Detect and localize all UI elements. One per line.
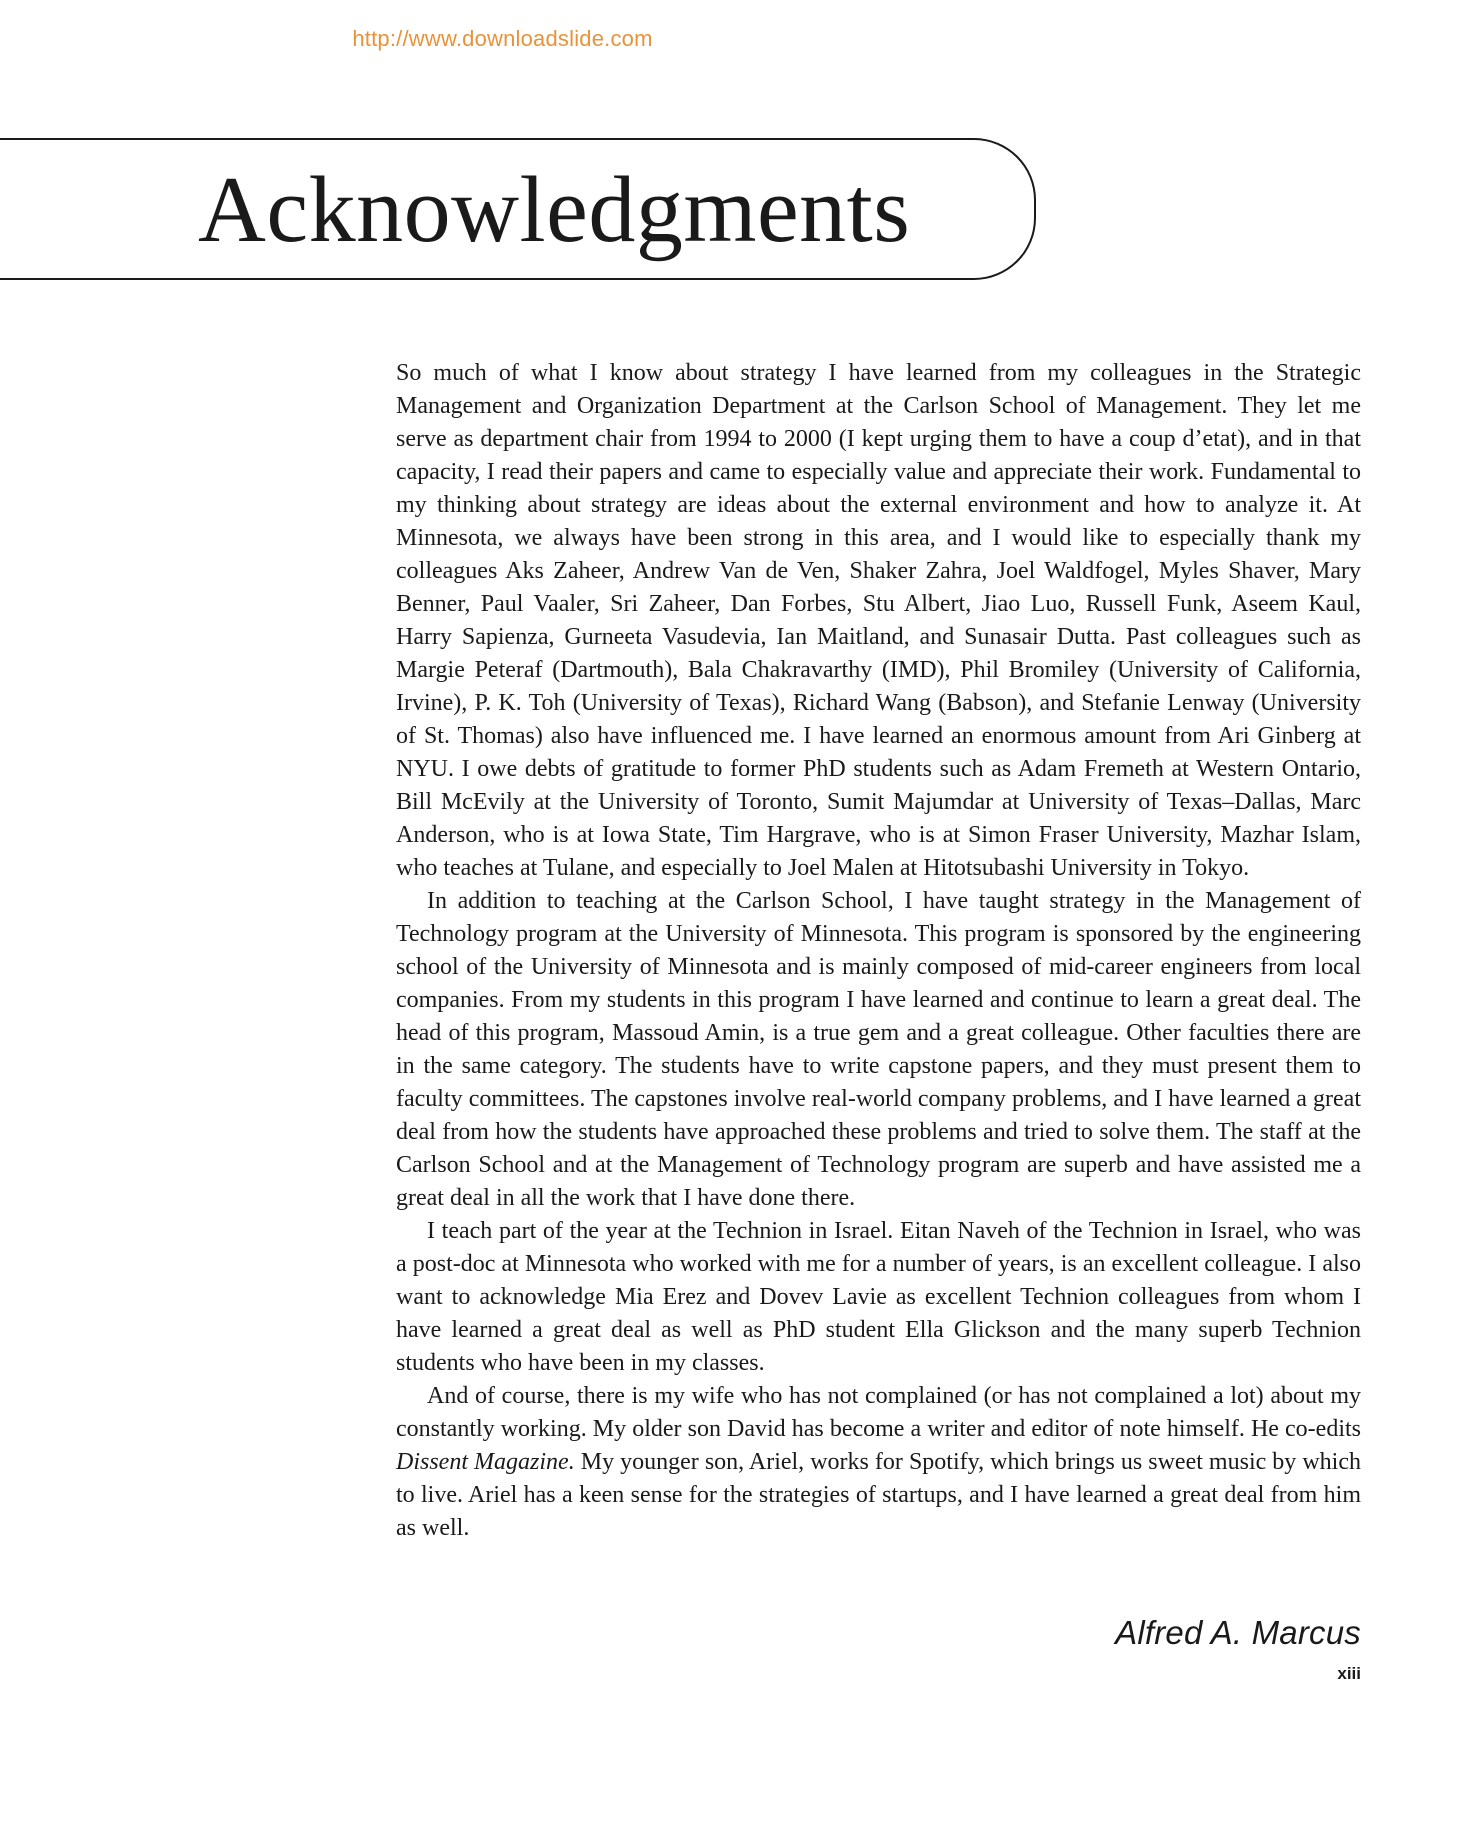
author-signature: Alfred A. Marcus bbox=[1115, 1614, 1361, 1651]
paragraph-2: In addition to teaching at the Carlson School, I have taught strategy in the Management of Technology program at the University of Minnesota. This program is sponsored by the engineering school of the University of Minnesota and is mainly composed of mid-career engineers from local companies. From my students in this program I have learned and continue to learn a great deal. The head of this program, Massoud Amin, is a true gem and a great colleague. Other faculties there are in the same category. The students have to write capstone papers, and they must present them to faculty committees. The capstones involve real-world company problems, and I have learned a great deal from how the students have approached these problems and tried to solve them. The staff at the Carlson School and at the Management of Technology program are superb and have assisted me a great deal in all the work that I have done there. bbox=[396, 888, 1361, 1211]
page-title: Acknowledgments bbox=[198, 158, 911, 262]
paragraph-1: So much of what I know about strategy I have learned from my colleagues in the Strategic Management and Organization Department at the Carlson School of Management. They let me serve as department chair from 1994 to 2000 (I kept urging them to have a coup d’etat), and in that capacity, I read their papers and came to especially value and appreciate their work. Fundamental to my thinking about strategy are ideas about the external environment and how to analyze it. At Minnesota, we always have been strong in this area, and I would like to especially thank my colleagues Aks Zaheer, Andrew Van de Ven, Shaker Zahra, Joel Waldfogel, Myles Shaver, Mary Benner, Paul Vaaler, Sri Zaheer, Dan Forbes, Stu Albert, Jiao Luo, Russell Funk, Aseem Kaul, Harry Sapienza, Gurneeta Vasudevia, Ian Maitland, and Sunasair Dutta. Past colleagues such as Margie Peteraf (Dartmouth), Bala Chakravarthy (IMD), Phil Bromiley (University of California, Irvine), P. K. Toh (University of Texas), Richard Wang (Babson), and Stefanie Lenway (University of St. Thomas) also have influenced me. I have learned an enormous amount from Ari Ginberg at NYU. I owe debts of gratitude to former PhD students such as Adam Fremeth at Western Ontario, Bill McEvily at the University of Toronto, Sumit Majumdar at University of Texas–Dallas, Marc Anderson, who is at Iowa State, Tim Hargrave, who is at Simon Fraser University, Mazhar Islam, who teaches at Tulane, and especially to Joel Malen at Hitotsubashi University in Tokyo. bbox=[396, 360, 1361, 881]
paragraph-4-text-start: And of course, there is my wife who has not complained (or has not complained a lot) about my constantly working. My older son David has become a writer and editor of note himself. He co-edits bbox=[396, 1383, 1361, 1442]
page-number: xiii bbox=[1337, 1664, 1361, 1683]
body-text bbox=[396, 357, 1361, 1545]
paragraph-3: I teach part of the year at the Technion in Israel. Eitan Naveh of the Technion in Israel, who was a post-doc at Minnesota who worked with me for a number of years, is an excellent colleague. I also want to acknowledge Mia Erez and Dovev Lavie as excellent Technion colleagues from whom I have learned a great deal as well as PhD student Ella Glickson and the many superb Technion students who have been in my classes. bbox=[396, 1218, 1361, 1376]
watermark-url: http://www.downloadslide.com bbox=[352, 26, 653, 51]
paragraph-4 bbox=[396, 1380, 1361, 1545]
magazine-title: Dissent Magazine. bbox=[396, 1449, 575, 1475]
paragraph-4-text-end: My younger son, Ariel, works for Spotify, which brings us sweet music by which to live. Ariel has a keen sense for the strategies of startups, and I have learned a great deal from him as well. bbox=[396, 1449, 1361, 1541]
